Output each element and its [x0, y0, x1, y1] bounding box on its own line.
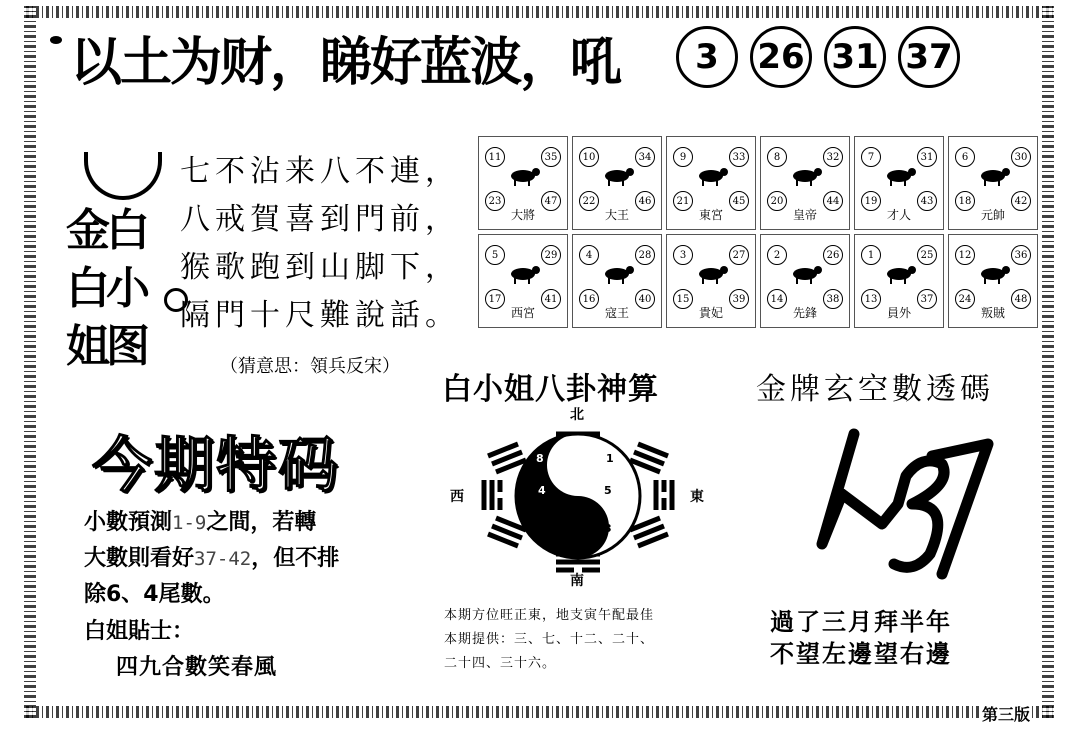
- zodiac-title: 東宮: [698, 208, 723, 222]
- zodiac-number: 34: [635, 147, 655, 167]
- zodiac-number: 27: [729, 245, 749, 265]
- zodiac-title: 叛賊: [980, 306, 1005, 320]
- gold-code-title: 金牌玄空數透碼: [756, 372, 994, 407]
- goat-icon: [507, 263, 541, 285]
- zodiac-number: 11: [485, 147, 505, 167]
- logo-text: [66, 202, 146, 376]
- zodiac-number: 39: [729, 289, 749, 309]
- zodiac-title: 西宮: [510, 306, 535, 320]
- zodiac-title: 貴妃: [698, 306, 723, 320]
- riddle-hint: （猜意思：領兵反宋）: [220, 356, 400, 377]
- zodiac-number: 6: [955, 147, 975, 167]
- lucky-balls: [676, 26, 960, 88]
- bagua-num-8: 8: [536, 452, 544, 465]
- zodiac-cell: [948, 136, 1038, 230]
- ox-icon: [507, 165, 541, 187]
- zodiac-number: 17: [485, 289, 505, 309]
- direction-east: 東: [690, 489, 704, 505]
- zodiac-number: 29: [541, 245, 561, 265]
- rabbit-icon: [695, 165, 729, 187]
- zodiac-number: 25: [917, 245, 937, 265]
- zodiac-number: 1: [861, 245, 881, 265]
- poem: [180, 148, 460, 340]
- zodiac-cell: [666, 136, 756, 230]
- zodiac-number: 33: [729, 147, 749, 167]
- zodiac-number: 32: [823, 147, 843, 167]
- logo: [60, 140, 180, 390]
- gold-code-handwritten: [802, 424, 1002, 584]
- poem-line-4: 隔門十尺難說話。: [180, 298, 460, 333]
- tiger-icon: [601, 165, 635, 187]
- zodiac-title: 才人: [886, 208, 911, 222]
- today-special-title: 今期特码: [92, 431, 340, 501]
- zodiac-number: 31: [917, 147, 937, 167]
- zodiac-number: 7: [861, 147, 881, 167]
- headline: 以土为财，睇好蓝波，吼: [70, 33, 621, 93]
- rooster-icon: [695, 263, 729, 285]
- zodiac-title: 先鋒: [792, 306, 817, 320]
- prediction-line-2a: 大數則看好: [84, 546, 195, 571]
- bagua-title: 白小姐八卦神算: [442, 372, 659, 407]
- page-number: 第三版: [980, 702, 1032, 725]
- direction-north: 北: [570, 407, 584, 423]
- zodiac-number: 35: [541, 147, 561, 167]
- prediction-line-1a: 小數預測: [84, 510, 173, 535]
- zodiac-number: 47: [541, 191, 561, 211]
- zodiac-number: 30: [1011, 147, 1031, 167]
- zodiac-cell: [760, 136, 850, 230]
- gold-code-svg: [802, 424, 1002, 584]
- prediction-range-big: 37-42: [194, 548, 252, 570]
- zodiac-number: 4: [579, 245, 599, 265]
- zodiac-number: 23: [485, 191, 505, 211]
- zodiac-number: 8: [767, 147, 787, 167]
- zodiac-number: 24: [955, 289, 975, 309]
- prediction-range-small: 1-9: [172, 512, 207, 534]
- prediction-line-3: 除6、4尾數。: [84, 582, 225, 607]
- zodiac-title: 寇王: [604, 306, 629, 320]
- zodiac-number: 12: [955, 245, 975, 265]
- zodiac-cell: [478, 234, 568, 328]
- zodiac-number: 16: [579, 289, 599, 309]
- zodiac-number: 20: [767, 191, 787, 211]
- border-left: [24, 6, 36, 718]
- zodiac-number: 14: [767, 289, 787, 309]
- zodiac-cell: [666, 234, 756, 328]
- prediction-line-2b: ，但不排: [251, 546, 340, 571]
- logo-line-2: 白小: [66, 263, 146, 314]
- zodiac-title: 員外: [886, 306, 911, 320]
- bagua-num-0: 0: [538, 522, 546, 535]
- bagua-note-2: 本期提供：三、七、十二、二十、: [444, 632, 655, 647]
- zodiac-number: 45: [729, 191, 749, 211]
- zodiac-number: 18: [955, 191, 975, 211]
- tips-body: 四九合數笑春風: [116, 655, 278, 680]
- zodiac-cell: [948, 234, 1038, 328]
- zodiac-number: 13: [861, 289, 881, 309]
- saying-line-2: 不望左邊望右邊: [770, 640, 952, 668]
- poem-line-2: 八戒賀喜到門前，: [180, 202, 460, 237]
- bagua-num-4: 4: [538, 484, 546, 497]
- zodiac-number: 44: [823, 191, 843, 211]
- bagua-num-3: 3: [604, 522, 612, 535]
- zodiac-number: 15: [673, 289, 693, 309]
- bagua-note-1: 本期方位旺正東，地支寅午配最佳: [444, 608, 655, 623]
- border-bottom: [26, 706, 1054, 718]
- bagua-num-5: 5: [604, 484, 612, 497]
- zodiac-cell: [572, 136, 662, 230]
- zodiac-number: 40: [635, 289, 655, 309]
- zodiac-title: 大王: [604, 208, 629, 222]
- saying-line-1: 過了三月拜半年: [770, 608, 952, 636]
- logo-line-1: 金白: [66, 205, 146, 256]
- bullet-dot: [50, 36, 62, 44]
- zodiac-title: 大將: [510, 208, 535, 222]
- zodiac-number: 10: [579, 147, 599, 167]
- pig-icon: [883, 263, 917, 285]
- zodiac-number: 19: [861, 191, 881, 211]
- ball-1: 3: [676, 26, 738, 88]
- zodiac-number: 3: [673, 245, 693, 265]
- bagua-note: [444, 604, 654, 676]
- zodiac-cell: [854, 136, 944, 230]
- zodiac-grid: [478, 136, 1038, 328]
- snake-icon: [883, 165, 917, 187]
- bagua-svg: [448, 404, 708, 588]
- border-top: [26, 6, 1054, 18]
- zodiac-number: 42: [1011, 191, 1031, 211]
- zodiac-number: 48: [1011, 289, 1031, 309]
- prediction-text: [84, 505, 339, 613]
- zodiac-number: 22: [579, 191, 599, 211]
- zodiac-number: 41: [541, 289, 561, 309]
- bagua-note-3: 二十四、三十六。: [444, 656, 557, 671]
- zodiac-number: 43: [917, 191, 937, 211]
- zodiac-cell: [760, 234, 850, 328]
- bagua-num-1: 1: [606, 452, 614, 465]
- poem-line-3: 猴歌跑到山脚下，: [180, 250, 460, 285]
- ball-2: 26: [750, 26, 812, 88]
- zodiac-number: 21: [673, 191, 693, 211]
- tips-title: 白姐貼士：: [84, 619, 195, 644]
- zodiac-title: 元帥: [980, 208, 1005, 222]
- zodiac-number: 9: [673, 147, 693, 167]
- zodiac-cell: [478, 136, 568, 230]
- zodiac-cell: [572, 234, 662, 328]
- zodiac-number: 5: [485, 245, 505, 265]
- zodiac-title: 皇帝: [792, 208, 817, 222]
- dragon-icon: [789, 165, 823, 187]
- bagua-diagram: [448, 404, 708, 588]
- dog-icon: [789, 263, 823, 285]
- rat-icon: [977, 263, 1011, 285]
- zodiac-number: 46: [635, 191, 655, 211]
- direction-west: 西: [450, 489, 464, 505]
- zodiac-cell: [854, 234, 944, 328]
- zodiac-number: 36: [1011, 245, 1031, 265]
- direction-south: 南: [570, 573, 584, 589]
- saying: [770, 606, 952, 670]
- ball-4: 37: [898, 26, 960, 88]
- logo-line-3: 姐图: [66, 321, 146, 372]
- logo-cup-icon: [84, 152, 162, 200]
- zodiac-number: 26: [823, 245, 843, 265]
- prediction-line-1b: 之間，若轉: [206, 510, 317, 535]
- zodiac-number: 37: [917, 289, 937, 309]
- poem-line-1: 七不沾来八不連，: [180, 154, 460, 189]
- monkey-icon: [601, 263, 635, 285]
- horse-icon: [977, 165, 1011, 187]
- zodiac-number: 2: [767, 245, 787, 265]
- zodiac-number: 28: [635, 245, 655, 265]
- border-right: [1042, 6, 1054, 718]
- zodiac-number: 38: [823, 289, 843, 309]
- ball-3: 31: [824, 26, 886, 88]
